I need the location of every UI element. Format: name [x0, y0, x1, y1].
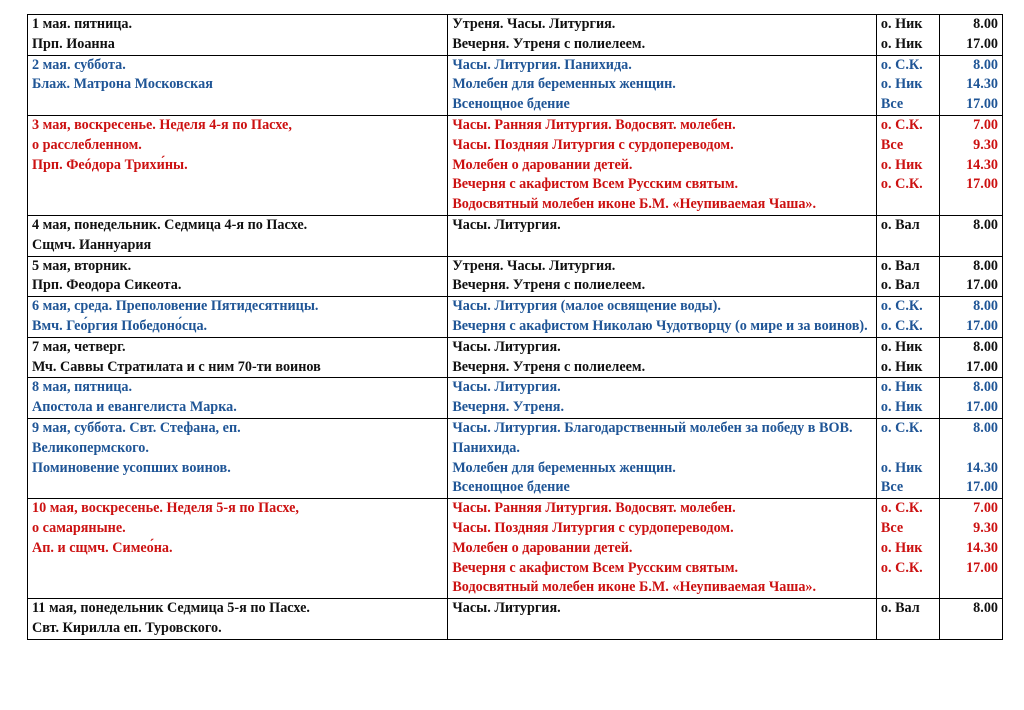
schedule-row [28, 499, 1003, 599]
day-line: Прп. Феóдора Трихи́ны. [32, 156, 188, 173]
day-line: Мч. Саввы Стратилата и с ним 70-ти воинов [32, 358, 321, 375]
day-line: Великопермского. [32, 439, 149, 456]
day-line: 6 мая, среда. Преполовение Пятидесятницы. [32, 298, 319, 315]
day-line: 10 мая, воскресенье. Неделя 5-я по Пасхе, [32, 500, 299, 517]
time-cell [940, 599, 1003, 640]
service-line: Вечерня. Утреня с полиелеем. [452, 358, 646, 375]
day-cell [28, 418, 448, 498]
service-line: Водосвятный молебен иконе Б.М. «Неупиваемая Чаша». [452, 196, 817, 213]
priest-line: о. Ник [880, 156, 923, 173]
priest-line: о. Вал [880, 257, 920, 274]
day-cell [28, 297, 448, 338]
time-line: 8.00 [973, 298, 998, 315]
service-line: Молебен о даровании детей. [452, 156, 633, 173]
service-line: Всенощное бдение [452, 96, 570, 113]
priest-cell [876, 337, 940, 378]
time-line: 8.00 [973, 257, 998, 274]
time-line: 9.30 [973, 136, 998, 153]
day-cell [28, 599, 448, 640]
time-line: 17.00 [966, 399, 998, 416]
day-line: Поминовение усопших воинов. [32, 459, 231, 476]
time-line: 17.00 [966, 317, 998, 334]
services-cell [448, 337, 877, 378]
day-line: Свт. Кирилла еп. Туровского. [32, 619, 222, 636]
day-line: 1 мая. пятница. [32, 16, 133, 32]
time-line: 14.30 [966, 76, 998, 93]
day-line: Прп. Иоанна [32, 35, 115, 52]
priest-line: о. Ник [880, 338, 923, 355]
priest-cell [876, 115, 940, 215]
day-cell [28, 115, 448, 215]
priest-line: Все [880, 136, 904, 153]
schedule-row [28, 599, 1003, 640]
service-line: Часы. Литургия (малое освящение воды). [452, 298, 721, 315]
services-cell [448, 599, 877, 640]
day-cell [28, 15, 448, 56]
time-line [944, 439, 998, 459]
day-line: о самаряныне. [32, 519, 126, 536]
time-line: 17.00 [966, 176, 998, 193]
priest-line: о. Ник [880, 379, 923, 396]
time-line: 7.00 [973, 500, 998, 517]
priest-line [881, 439, 936, 459]
schedule-body [28, 15, 1003, 640]
priest-line: о. С.К. [880, 298, 923, 315]
time-cell [940, 499, 1003, 599]
service-line: Часы. Литургия. [452, 216, 561, 233]
day-cell [28, 337, 448, 378]
priest-line: о. С.К. [880, 419, 923, 436]
service-line: Вечерня с акафистом Всем Русским святым. [452, 176, 739, 193]
priest-cell [876, 297, 940, 338]
schedule-row [28, 55, 1003, 115]
day-line: Прп. Феодора Сикеота. [32, 277, 182, 294]
service-line: Вечерня с акафистом Всем Русским святым. [452, 559, 739, 576]
time-line: 8.00 [973, 16, 998, 32]
services-cell [448, 297, 877, 338]
day-line: 5 мая, вторник. [32, 257, 132, 274]
priest-line: о. С.К. [880, 559, 923, 576]
time-line: 17.00 [966, 559, 998, 576]
priest-line: о. Ник [880, 358, 923, 375]
priest-cell [876, 15, 940, 56]
service-line: Часы. Поздняя Литургия с сурдопереводом. [452, 519, 734, 536]
day-cell [28, 256, 448, 297]
time-line: 8.00 [973, 338, 998, 355]
service-line: Вечерня. Утреня с полиелеем. [452, 35, 646, 52]
priest-cell [876, 499, 940, 599]
service-line: Молебен для беременных женщин. [452, 459, 676, 476]
priest-line: Все [880, 96, 904, 113]
priest-line: о. Вал [880, 277, 920, 294]
time-line: 14.30 [966, 539, 998, 556]
day-cell [28, 55, 448, 115]
service-line: Водосвятный молебен иконе Б.М. «Неупиваемая Чаша». [452, 579, 817, 596]
services-cell [448, 499, 877, 599]
schedule-row [28, 378, 1003, 419]
priest-cell [876, 55, 940, 115]
service-line: Часы. Литургия. [452, 379, 561, 396]
priest-line: о. Ник [880, 539, 923, 556]
time-cell [940, 337, 1003, 378]
time-line: 17.00 [966, 35, 998, 52]
time-line: 7.00 [973, 116, 998, 133]
time-cell [940, 297, 1003, 338]
day-line: 4 мая, понедельник. Седмица 4-я по Пасхе. [32, 216, 308, 233]
day-line: 9 мая, суббота. Свт. Стефана, еп. [32, 419, 241, 436]
day-line: о расслебленном. [32, 136, 142, 153]
schedule-row [28, 337, 1003, 378]
service-line: Часы. Литургия. [452, 338, 561, 355]
service-line: Часы. Ранняя Литургия. Водосвят. молебен. [452, 116, 736, 133]
priest-line: о. С.К. [880, 116, 923, 133]
priest-line: о. Ник [880, 16, 923, 32]
services-cell [448, 378, 877, 419]
service-line: Молебен о даровании детей. [452, 539, 633, 556]
priest-cell [876, 215, 940, 256]
priest-line: о. С.К. [880, 176, 923, 193]
priest-line: о. Вал [880, 216, 920, 233]
priest-line: о. С.К. [880, 56, 923, 73]
time-line: 14.30 [966, 156, 998, 173]
service-line: Молебен для беременных женщин. [452, 76, 676, 93]
time-cell [940, 256, 1003, 297]
priest-line: Все [880, 479, 904, 496]
schedule-row [28, 256, 1003, 297]
priest-line: Все [880, 519, 904, 536]
day-line: Сщмч. Ианнуария [32, 236, 152, 253]
time-line: 8.00 [973, 56, 998, 73]
schedule-row [28, 115, 1003, 215]
priest-line: о. С.К. [880, 500, 923, 517]
priest-cell [876, 256, 940, 297]
time-line: 17.00 [966, 358, 998, 375]
time-cell [940, 115, 1003, 215]
priest-cell [876, 378, 940, 419]
time-line: 17.00 [966, 277, 998, 294]
time-cell [940, 15, 1003, 56]
service-line: Часы. Литургия. Благодарственный молебен за победу в ВОВ. Панихида. [452, 419, 853, 456]
services-cell [448, 418, 877, 498]
service-line: Утреня. Часы. Литургия. [452, 16, 616, 32]
service-line: Вечерня. Утреня. [452, 399, 565, 416]
day-cell [28, 215, 448, 256]
day-line: 3 мая, воскресенье. Неделя 4-я по Пасхе, [32, 116, 292, 133]
service-line: Утреня. Часы. Литургия. [452, 257, 616, 274]
service-line: Часы. Поздняя Литургия с сурдопереводом. [452, 136, 734, 153]
time-cell [940, 378, 1003, 419]
priest-cell [876, 418, 940, 498]
service-line: Часы. Ранняя Литургия. Водосвят. молебен. [452, 500, 736, 517]
services-cell [448, 215, 877, 256]
time-line: 8.00 [973, 216, 998, 233]
day-cell [28, 378, 448, 419]
time-line: 8.00 [973, 600, 998, 617]
time-line: 17.00 [966, 96, 998, 113]
service-line: Часы. Литургия. [452, 600, 561, 617]
day-line: Ап. и сщмч. Симео́на. [32, 539, 173, 556]
service-line: Вечерня. Утреня с полиелеем. [452, 277, 646, 294]
day-cell [28, 499, 448, 599]
time-line: 14.30 [966, 459, 998, 476]
priest-line: о. Ник [880, 399, 923, 416]
day-line: 7 мая, четверг. [32, 338, 126, 355]
priest-line: о. Ник [880, 459, 923, 476]
priest-line: о. Ник [880, 35, 923, 52]
services-cell [448, 55, 877, 115]
service-line: Всенощное бдение [452, 479, 570, 496]
priest-line: о. Вал [880, 600, 920, 617]
day-line: 2 мая. суббота. [32, 56, 126, 73]
priest-cell [876, 599, 940, 640]
day-line: Апостола и евангелиста Марка. [32, 399, 237, 416]
day-line: 11 мая, понедельник Седмица 5-я по Пасхе. [32, 600, 310, 617]
day-line: Вмч. Гео́ргия Победоно́сца. [32, 317, 208, 334]
time-line: 17.00 [966, 479, 998, 496]
time-line: 8.00 [973, 379, 998, 396]
time-cell [940, 55, 1003, 115]
services-cell [448, 256, 877, 297]
priest-line: о. С.К. [880, 317, 923, 334]
services-cell [448, 115, 877, 215]
service-line: Часы. Литургия. Панихида. [452, 56, 632, 73]
day-line: 8 мая, пятница. [32, 379, 133, 396]
time-line: 8.00 [973, 419, 998, 436]
time-line: 9.30 [973, 519, 998, 536]
schedule-row [28, 15, 1003, 56]
schedule-row [28, 297, 1003, 338]
time-cell [940, 215, 1003, 256]
day-line: Блаж. Матрона Московская [32, 76, 213, 93]
priest-line: о. Ник [880, 76, 923, 93]
schedule-row [28, 215, 1003, 256]
services-cell [448, 15, 877, 56]
service-line: Вечерня с акафистом Николаю Чудотворцу (о мире и за воинов). [452, 317, 868, 334]
schedule-row [28, 418, 1003, 498]
schedule-table [27, 14, 1003, 640]
time-cell [940, 418, 1003, 498]
